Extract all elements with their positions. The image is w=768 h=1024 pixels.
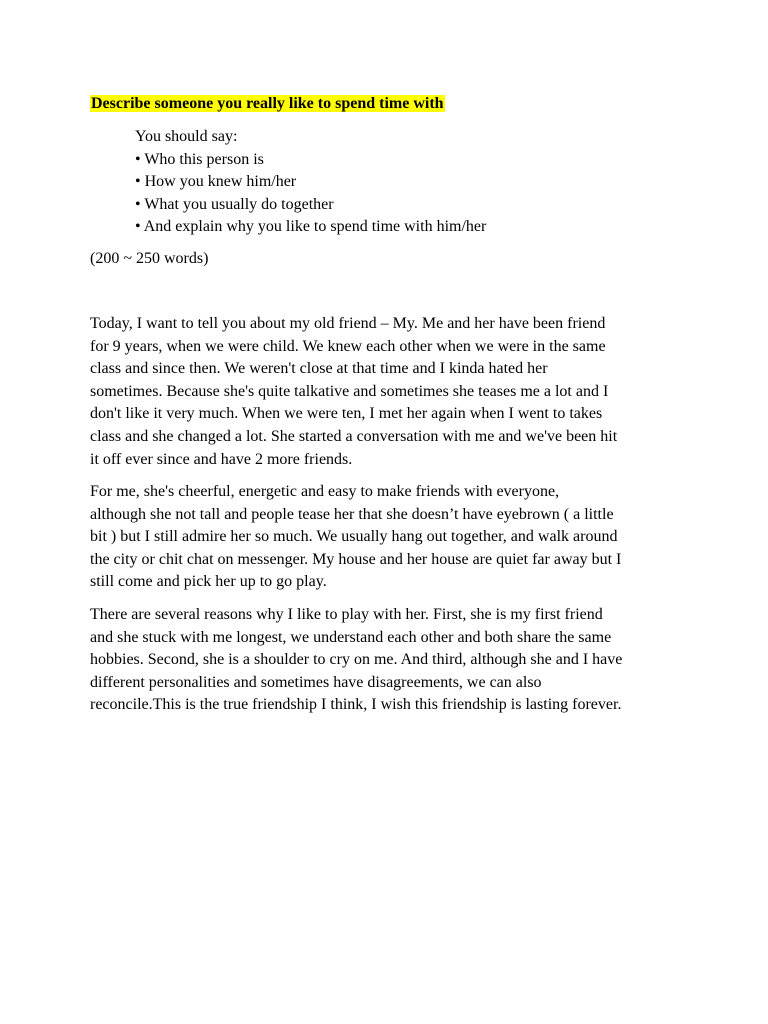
prompt-item: • What you usually do together [135, 195, 334, 213]
prompt-item: • Who this person is [135, 150, 264, 168]
prompt-item: • How you knew him/her [135, 173, 297, 190]
word-count-note: (200 ~ 250 words) [90, 250, 209, 267]
prompt-item: • And explain why you like to spend time with him/her [135, 218, 487, 235]
highlighted-title-text: Describe someone you really like to spend time with [91, 95, 444, 112]
body-paragraph: Today, I want to tell you about my old friend – My. Me and her have been friend for 9 years, when we were child. We knew each other when we were in the same class and since then. We weren't close at that time and I kinda hated her sometimes. Because she's quite talkative and sometimes she teases me a lot and I don't like it very much. When we were ten, I met her again when I went to takes class and she changed a lot. She started a conversation with me and we've been hit it off ever since and have 2 more friends. [90, 315, 618, 468]
prompt-intro: You should say: [135, 128, 238, 145]
body-paragraph: For me, she's cheerful, energetic and easy to make friends with everyone, although she not tall and people tease her that she doesn’t have eyebrown ( a little bit ) but I still admire her so much. We usually hang out together, and walk around the city or chit chat on messenger. My house and her house are quiet far away but I still come and pick her up to go play. [90, 483, 622, 591]
prompt-list [135, 126, 486, 239]
document-title [90, 94, 445, 114]
body-paragraph: There are several reasons why I like to play with her. First, she is my first friend and she stuck with me longest, we understand each other and both share the same hobbies. Second, she is a shoulder to cry on me. And third, although she and I have different personalities and sometimes have disagreements, we can also reconcile.This is the true friendship I think, I wish this friendship is lasting forever. [90, 606, 623, 714]
